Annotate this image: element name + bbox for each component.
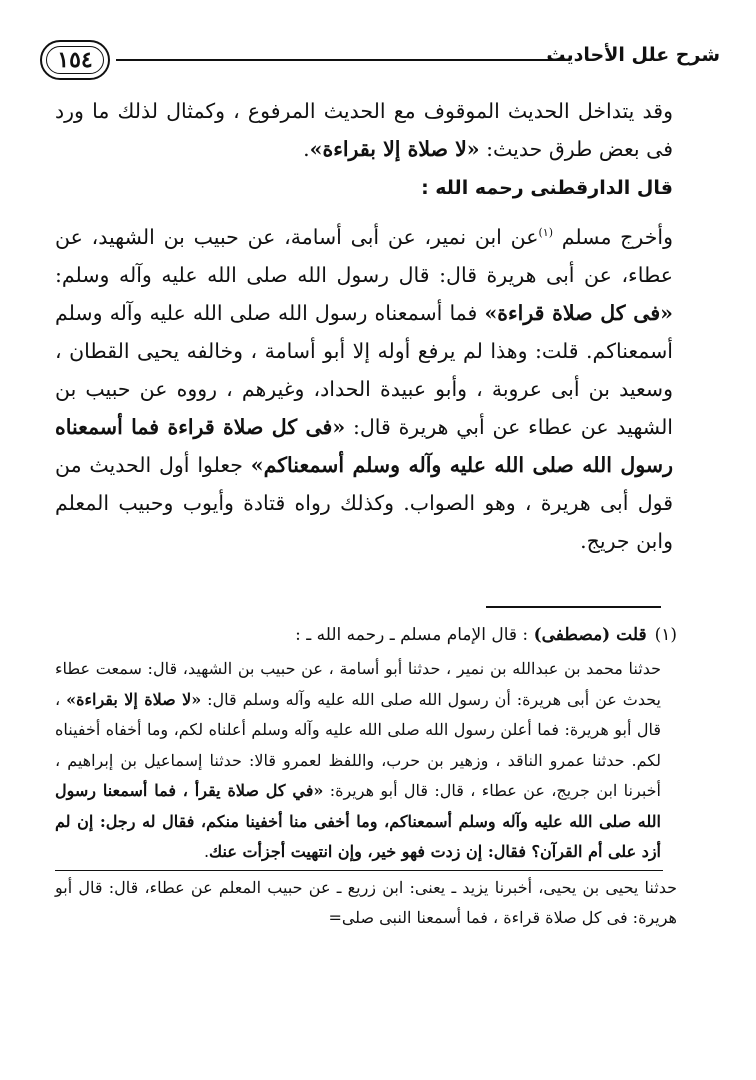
footnotes	[55, 620, 677, 934]
intro-end: .	[303, 137, 310, 161]
intro-text: وقد يتداخل الحديث الموقوف مع الحديث المرفوع ، وكمثال لذلك ما ورد فى بعض طرق حديث:	[55, 99, 673, 161]
intro-quote: «لا صلاة إلا بقراءة»	[309, 137, 480, 161]
page-number-badge	[40, 40, 110, 80]
footnote-quote-1: «لا صلاة إلا بقراءة»	[66, 689, 202, 709]
intro-paragraph	[55, 92, 673, 168]
page-header	[40, 38, 720, 88]
hadith-quote-2: «فى كل صلاة قراءة فما أسمعناه رسول الله صلى الله عليه وآله وسلم أسمعناكم»	[55, 414, 673, 477]
main-text	[55, 92, 673, 560]
book-title: شرح علل الأحاديث	[546, 44, 720, 66]
footnote-divider	[55, 870, 663, 871]
body-text-3: فما أسمعناه رسول الله صلى الله عليه وآله وسلم أسمعناكم. قلت: وهذا لم يرفع أوله إلا أبو أسامة ، وخالفه يحيى القطان ، وسعيد بن أبى عروبة ، وأبو عبيدة الحداد، وغيرهم ، رووه عن حبيب بن الشهيد عن عطاء عن أبي هريرة قال:	[55, 300, 674, 439]
page-number: ١٥٤	[57, 47, 93, 73]
footnote-heading	[55, 620, 677, 650]
footnote-text-2: حدثنا يحيى بن يحيى، أخبرنا يزيد ـ يعنى: ابن زريع ـ عن حبيب المعلم عن عطاء، قال: قال أبو هريرة: فى كل صلاة قراءة ، فما أسمعنا النبى صلى=	[55, 877, 678, 927]
footnote-label: قلت (مصطفى)	[533, 625, 647, 645]
footnote-text-1	[55, 654, 661, 868]
footnote-separator	[486, 606, 661, 608]
footnote-text-1b: ، قال أبو هريرة: فما أعلن رسول الله صلى الله عليه وآله وسلم أعلناه لكم، وما أخفاه أخفيناه لكم. حدثنا عمرو الناقد ، وزهير بن حرب، واللفظ لعمرو قالا: حدثنا إسماعيل بن إبراهيم ، أخبرنا ابن جريج، عن عطاء ، قال: قال أبو هريرة:	[55, 689, 662, 800]
body-paragraph	[55, 214, 673, 560]
body-text-1: وأخرج مسلم	[552, 224, 673, 249]
header-rule	[116, 59, 570, 61]
body-text-4: جعلوا أول الحديث من قول أبى هريرة ، وهو الصواب. وكذلك رواه قتادة وأيوب وحبيب المعلم وابن جريج.	[55, 452, 673, 553]
footnote-intro: : قال الإمام مسلم ـ رحمه الله ـ :	[295, 625, 534, 645]
footnote-text-1-end: .	[203, 842, 210, 861]
hadith-quote-1: «فى كل صلاة قراءة»	[484, 300, 673, 325]
footnote-number: (١)	[654, 625, 677, 645]
body-text-2: عن ابن نمير، عن أبى أسامة، عن حبيب بن الشهيد، عن عطاء، عن أبى هريرة قال: قال رسول الله صلى الله عليه وآله وسلم:	[55, 224, 673, 287]
footnote-reference[interactable]: (١)	[538, 226, 553, 239]
section-heading: قال الدارقطنى رحمه الله :	[421, 177, 673, 199]
footnote-quote-2: «في كل صلاة يقرأ ، فما أسمعنا رسول الله صلى الله عليه وآله وسلم أسمعناكم، وما أخفى منا أخفينا منكم، فقال له رجل: إن لم أزد على أم القرآن؟ فقال: إن زدت فهو خير، وإن انتهيت أجزأت عنك	[55, 781, 661, 861]
footnote-text-1a: حدثنا محمد بن عبدالله بن نمير ، حدثنا أبو أسامة ، عن حبيب بن الشهيد، قال: سمعت عطاء يحدث عن أبى هريرة: أن رسول الله صلى الله عليه وآله وسلم قال:	[55, 659, 662, 709]
